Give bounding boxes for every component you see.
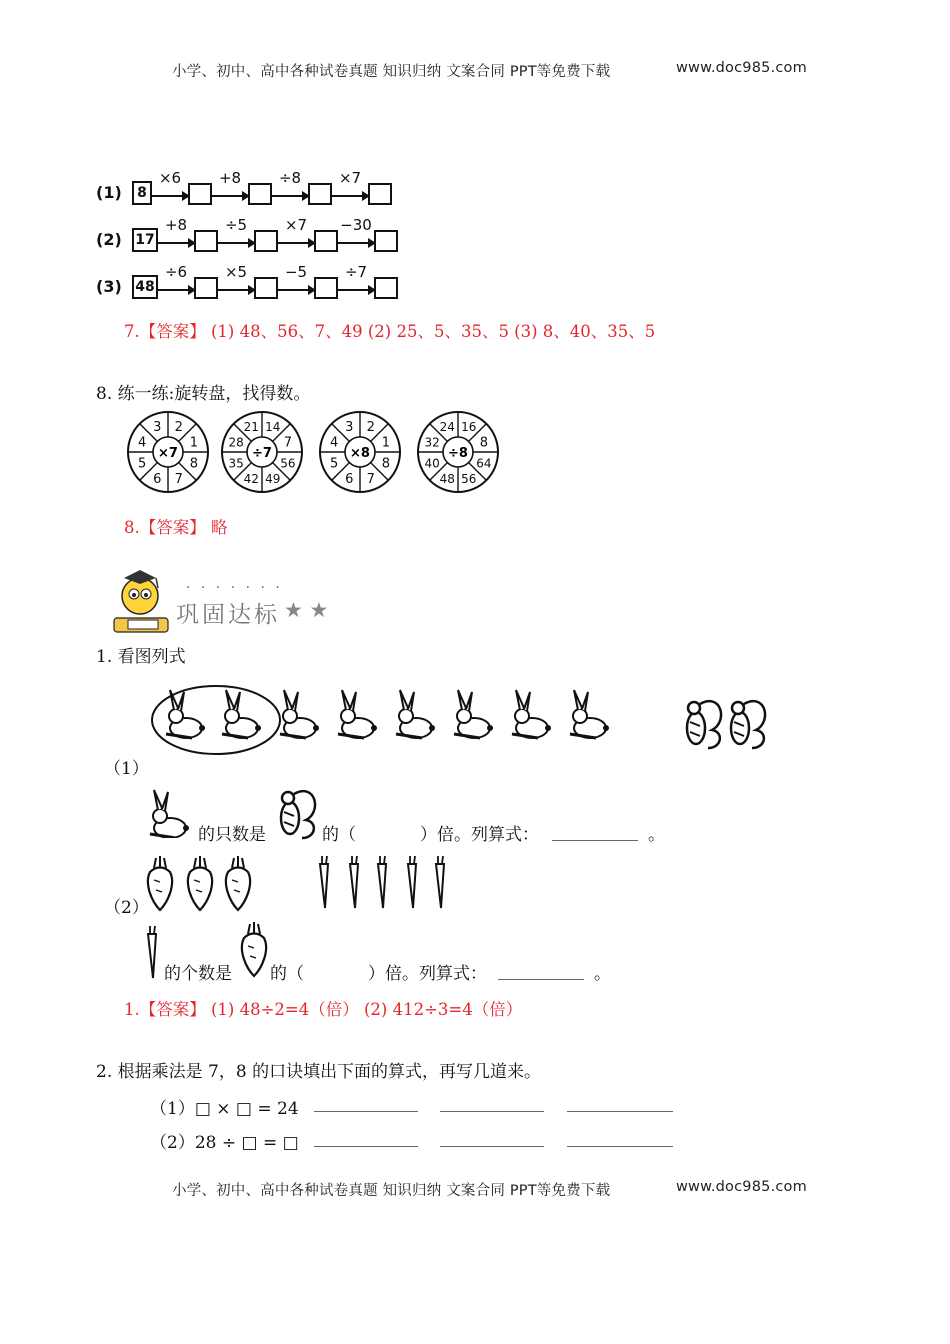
p2-line2: （2）28 ÷ □ = □	[150, 1133, 299, 1153]
p2-title: 2. 根据乘法是 7，8 的口诀填出下面的算式，再写几道来。	[96, 1062, 542, 1082]
carrots-figure	[140, 852, 470, 918]
header-url: www.doc985.com	[676, 60, 807, 76]
radish-icon	[148, 856, 172, 910]
carrot-icon	[350, 856, 358, 908]
q8-title: 8. 练一练:旋转盘，找得数。	[96, 384, 311, 404]
wheel-center-operation: ×8	[350, 446, 370, 461]
rabbit-icon	[396, 690, 435, 738]
q7-answer: 7.【答案】 (1) 48、56、7、49 (2) 25、5、35、5 (3) 8、40、35、5	[124, 322, 656, 341]
radish-icon	[226, 856, 250, 910]
rabbit-icon	[146, 782, 196, 838]
wheel-number: 7	[283, 435, 293, 451]
wheel-number: 8	[189, 456, 199, 472]
p2-line1: （1）□ × □ = 24	[150, 1099, 299, 1119]
wheel-number: 6	[153, 471, 162, 487]
carrot-icon	[436, 856, 444, 908]
p1-title: 1. 看图列式	[96, 647, 186, 667]
p1-answer: 1.【答案】 (1) 48÷2=4（倍） (2) 412÷3=4（倍）	[124, 1000, 523, 1019]
section-stars: ★ ★	[284, 598, 329, 622]
chain-operation: −5	[284, 263, 308, 281]
p1-part2-answer-line[interactable]	[498, 979, 584, 980]
wheel-number: 7	[174, 471, 183, 487]
wheel-number: 24	[439, 420, 455, 435]
rabbit-icon	[570, 690, 609, 738]
wheel-number: 42	[243, 471, 259, 486]
chain-label: (1)	[96, 183, 122, 202]
p1-part2-text-c: ）倍。列算式：	[368, 964, 487, 984]
chain-arrow	[158, 289, 194, 291]
carrot-icon	[408, 856, 416, 908]
chain-arrow	[218, 289, 254, 291]
chain-operation: ×7	[284, 216, 308, 234]
p1-part2-label: （2）	[104, 898, 149, 918]
radish-icon	[188, 856, 212, 910]
p1-part1-label: （1）	[104, 759, 149, 779]
wheel-center-operation: ÷7	[252, 446, 272, 461]
chain-label: (2)	[96, 230, 122, 249]
spinner-wheel	[320, 412, 400, 492]
squirrel-icon	[274, 782, 324, 842]
chain-operation: +8	[164, 216, 188, 234]
carrot-icon	[320, 856, 328, 908]
wheel-number: 35	[228, 456, 244, 471]
chain-label: (3)	[96, 277, 122, 296]
squirrel-icon	[687, 701, 721, 748]
wheel-number: 32	[424, 435, 440, 450]
wheel-number: 8	[479, 435, 489, 451]
wheel-number: 2	[174, 420, 183, 436]
chain-answer-box[interactable]	[368, 183, 392, 205]
carrot-icon	[144, 924, 164, 980]
wheel-number: 16	[461, 420, 477, 435]
chain-arrow	[278, 242, 314, 244]
wheel-number: 28	[228, 435, 244, 450]
footer-url: www.doc985.com	[676, 1179, 807, 1195]
chain-arrow	[272, 195, 308, 197]
wheel-number: 7	[366, 471, 375, 487]
wheel-number: 6	[345, 471, 354, 487]
chain-answer-box[interactable]	[374, 277, 398, 299]
spinner-wheel	[222, 412, 302, 492]
chain-arrow	[332, 195, 368, 197]
chain-operation: ÷6	[164, 263, 188, 281]
wheel-center-operation: ×7	[158, 446, 178, 461]
chain-arrow	[158, 242, 194, 244]
chain-arrow	[338, 289, 374, 291]
header-text: 小学、初中、高中各种试卷真题 知识归纳 文案合同 PPT等免费下载	[172, 64, 611, 80]
p1-part1-text-b: 的（	[322, 825, 356, 845]
p2-blank-3[interactable]	[567, 1111, 673, 1112]
chain-arrow	[218, 242, 254, 244]
chain-arrow	[278, 289, 314, 291]
wheel-number: 49	[265, 471, 281, 486]
chain-start-value: 17	[132, 228, 158, 252]
rabbit-icon	[454, 690, 493, 738]
wheel-number: 64	[476, 456, 492, 471]
wheels-figure	[120, 408, 520, 498]
p2-blank-5[interactable]	[440, 1146, 544, 1147]
chain-operation: −30	[340, 216, 372, 234]
chain-start-value: 8	[132, 181, 152, 205]
wheel-number: 48	[439, 471, 455, 486]
wheel-number: 2	[366, 420, 375, 436]
section-title: 巩固达标	[176, 602, 280, 628]
chain-arrow	[152, 195, 188, 197]
wheel-number: 4	[137, 435, 147, 451]
chain-arrow	[338, 242, 374, 244]
chain-answer-box[interactable]	[374, 230, 398, 252]
mascot-icon	[112, 566, 172, 638]
rabbits-squirrels-figure	[148, 680, 788, 760]
chain-operation: ×6	[158, 169, 182, 187]
p1-part2-text-b: 的（	[270, 964, 304, 984]
chain-operation: ×7	[338, 169, 362, 187]
chain-arrow	[212, 195, 248, 197]
footer-text: 小学、初中、高中各种试卷真题 知识归纳 文案合同 PPT等免费下载	[172, 1183, 611, 1199]
chain-operation: +8	[218, 169, 242, 187]
p1-part1-answer-line[interactable]	[552, 840, 638, 841]
p1-part1-text-c: ）倍。列算式：	[420, 825, 539, 845]
wheel-number: 5	[329, 456, 339, 472]
p1-part1-text-a: 的只数是	[198, 825, 266, 845]
section-dots: · · · · · · ·	[186, 580, 283, 596]
radish-icon	[238, 920, 272, 980]
wheel-number: 1	[381, 435, 391, 451]
wheel-number: 40	[424, 456, 440, 471]
p2-blank-1[interactable]	[314, 1111, 418, 1112]
p2-blank-6[interactable]	[567, 1146, 673, 1147]
q8-answer: 8.【答案】 略	[124, 518, 228, 537]
rabbit-icon	[280, 690, 319, 738]
wheel-number: 4	[329, 435, 339, 451]
wheel-number: 21	[243, 420, 259, 435]
rabbit-icon	[166, 690, 205, 738]
rabbit-icon	[222, 690, 261, 738]
rabbit-icon	[338, 690, 377, 738]
p1-part2-end: 。	[594, 964, 611, 984]
wheel-number: 3	[153, 420, 162, 436]
spinner-wheel	[128, 412, 208, 492]
wheel-number: 8	[381, 456, 391, 472]
wheel-number: 14	[265, 420, 281, 435]
wheel-number: 5	[137, 456, 147, 472]
spinner-wheel	[418, 412, 498, 492]
wheel-number: 56	[461, 471, 477, 486]
wheel-center-operation: ÷8	[448, 446, 468, 461]
p1-part2-text-a: 的个数是	[164, 964, 232, 984]
chain-operation: ×5	[224, 263, 248, 281]
chain-operation: ÷8	[278, 169, 302, 187]
p1-part1-end: 。	[648, 825, 665, 845]
squirrel-icon	[731, 701, 765, 748]
wheel-number: 56	[280, 456, 296, 471]
p2-blank-4[interactable]	[314, 1146, 418, 1147]
rabbit-icon	[512, 690, 551, 738]
wheel-number: 3	[345, 420, 354, 436]
chain-start-value: 48	[132, 275, 158, 299]
wheel-number: 1	[189, 435, 199, 451]
p2-blank-2[interactable]	[440, 1111, 544, 1112]
chain-operation: ÷5	[224, 216, 248, 234]
chain-operation: ÷7	[344, 263, 368, 281]
carrot-icon	[378, 856, 386, 908]
